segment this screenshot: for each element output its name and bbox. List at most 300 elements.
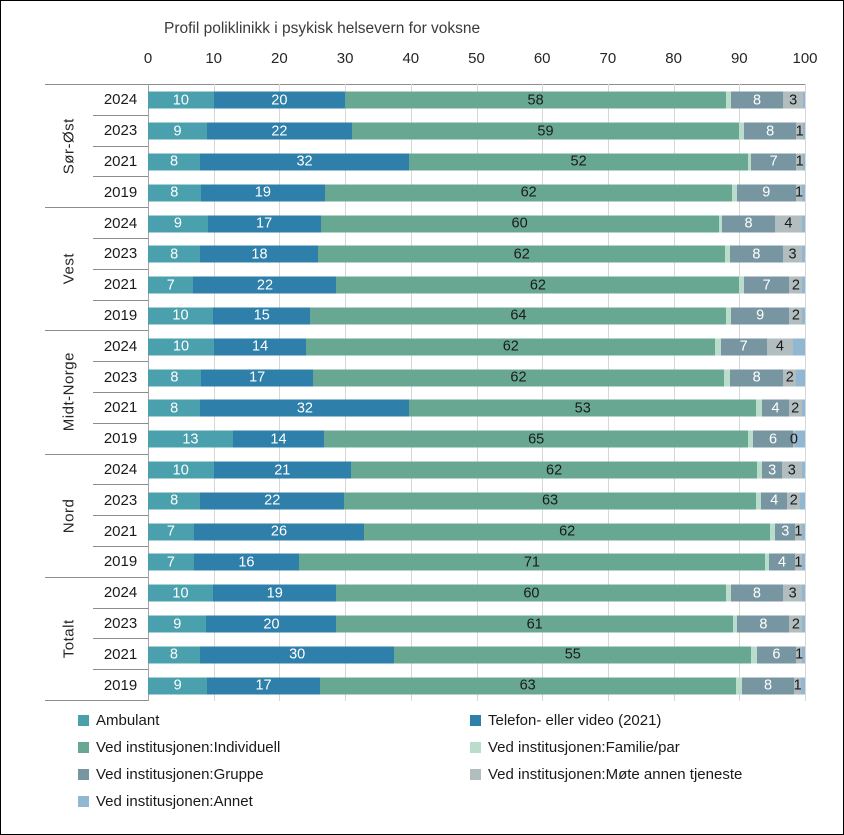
group-label: Totalt (60, 619, 78, 659)
bar-segment (394, 646, 751, 663)
bar-segment-label: 8 (170, 492, 179, 509)
bar-segment (762, 400, 788, 417)
group-row (45, 208, 805, 331)
bar-segment-label: 8 (752, 246, 761, 263)
bar-segment-label: 4 (775, 338, 784, 355)
bar-segment-label: 8 (744, 215, 753, 232)
bar-segment (325, 184, 732, 201)
bars-column (148, 85, 805, 208)
bar-segment-label: 4 (784, 215, 793, 232)
group-label-cell (45, 85, 93, 207)
bar-segment (751, 153, 797, 170)
bar-segment (730, 246, 782, 263)
bar-segment-label: 4 (777, 554, 787, 571)
axis-tick-label: 80 (665, 50, 682, 67)
bar-segment-label: 2 (791, 615, 800, 632)
bar-segment-label: 1 (795, 122, 804, 139)
bar-segment (409, 153, 748, 170)
year-label: 2019 (103, 306, 138, 324)
bar-segment (731, 307, 789, 324)
stacked-bar (148, 184, 805, 201)
bar-track (148, 578, 805, 609)
bar-segment (148, 523, 194, 540)
bar-segment-label: 32 (296, 400, 313, 417)
bar-segment (214, 462, 352, 479)
legend-item (78, 788, 470, 815)
bars-column (148, 208, 805, 331)
bar-segment (783, 369, 796, 386)
bar-segment-label: 1 (794, 523, 803, 540)
bar-segment (200, 492, 344, 509)
group-label-region (45, 455, 148, 578)
bar-segment-label: 18 (251, 246, 268, 263)
bar-segment (351, 462, 757, 479)
stacked-bar (148, 215, 805, 232)
bar-segment-label: 8 (752, 92, 762, 109)
bars-column (148, 578, 805, 701)
bar-segment-label: 22 (256, 276, 274, 293)
bar-segment (796, 153, 803, 170)
stacked-bar (148, 277, 805, 294)
bar-segment-label: 63 (541, 492, 559, 509)
bar-segment (742, 677, 795, 694)
stacked-bar (148, 153, 805, 170)
legend-swatch (470, 742, 481, 753)
bar-segment (789, 400, 802, 417)
bar-segment (207, 677, 319, 694)
bar-segment-label: 55 (564, 646, 581, 663)
bar-segment (345, 92, 726, 109)
stacked-bar (148, 400, 805, 417)
bar-segment (206, 616, 336, 633)
bar-segment-label: 21 (274, 461, 291, 478)
bar-segment-label: 58 (527, 92, 544, 109)
year-label: 2024 (93, 208, 148, 239)
legend-item (470, 761, 742, 788)
bar-segment-label: 71 (523, 554, 541, 571)
bar-segment (148, 307, 213, 324)
bar-segment (757, 646, 796, 663)
stacked-bar (148, 523, 805, 540)
axis-tick-label: 100 (792, 50, 818, 67)
bar-segment (200, 153, 409, 170)
bar-track (148, 393, 805, 424)
group-label-region (45, 331, 148, 454)
gridline (805, 84, 806, 701)
bar-segment (336, 616, 732, 633)
bar-segment-label: 60 (511, 215, 528, 232)
group-label-cell (45, 208, 93, 330)
bar-segment-label: 30 (289, 646, 306, 663)
stacked-bar (148, 246, 805, 263)
group-label: Sør-Øst (60, 118, 78, 175)
bar-segment (731, 92, 784, 109)
year-label: 2023 (93, 609, 148, 640)
bar-segment (789, 277, 802, 294)
bar-segment (767, 338, 793, 355)
bar-segment-label: 1 (794, 554, 803, 571)
legend-item (78, 707, 470, 734)
legend-label: Ambulant (96, 712, 160, 729)
legend-item (470, 734, 742, 761)
bars-column (148, 331, 805, 454)
bar-segment-label: 62 (529, 276, 546, 293)
bar-segment (737, 616, 789, 633)
bar-segment (796, 184, 803, 201)
bar-segment-label: 1 (793, 677, 802, 694)
bar-segment (148, 616, 206, 633)
bar-segment-label: 2 (791, 307, 800, 324)
legend-swatch (470, 769, 481, 780)
year-column (93, 85, 148, 207)
stacked-bar (148, 431, 805, 448)
bar-segment-label: 9 (173, 615, 182, 632)
bar-segment-label: 7 (769, 153, 778, 170)
bar-track (148, 331, 805, 362)
legend-item (470, 707, 742, 734)
bar-segment (800, 492, 805, 509)
bar-segment-label: 60 (523, 584, 540, 601)
legend-item (78, 734, 470, 761)
legend-label: Ved institusjonen:Møte annen tjeneste (488, 766, 743, 783)
bar-segment-label: 3 (789, 92, 798, 109)
bar-segment-label: 9 (173, 677, 182, 694)
year-column (93, 455, 148, 577)
bar-segment-label: 8 (759, 615, 768, 632)
bar-segment (194, 523, 364, 540)
bar-segment (761, 492, 787, 509)
bar-segment (769, 554, 795, 571)
group-label-cell (45, 578, 93, 700)
bar-segment-label: 3 (768, 461, 777, 478)
chart-title: Profil poliklinikk i psykisk helsevern for voksne (164, 20, 481, 37)
year-label: 2023 (93, 485, 148, 516)
bar-segment-label: 0 (789, 430, 798, 447)
bar-segment (730, 369, 783, 386)
bar-segment (148, 246, 200, 263)
bar-segment (200, 646, 395, 663)
group-row (45, 331, 805, 454)
bar-segment (193, 277, 336, 294)
bar-segment-label: 10 (172, 92, 189, 109)
bar-segment (794, 677, 801, 694)
bar-segment (320, 677, 736, 694)
bar-segment-label: 7 (166, 523, 175, 540)
bar-segment-label: 2 (791, 400, 800, 417)
bar-segment (148, 554, 194, 571)
legend-label: Ved institusjonen:Individuell (96, 739, 281, 756)
year-label: 2024 (93, 578, 148, 609)
bar-segment-label: 10 (172, 461, 189, 478)
bar-segment (796, 369, 805, 386)
bar-segment-label: 17 (256, 215, 273, 232)
bar-segment-label: 65 (528, 430, 545, 447)
bar-track (148, 670, 805, 701)
bar-segment (148, 677, 207, 694)
bar-segment (802, 277, 805, 294)
bar-segment (795, 523, 802, 540)
year-label: 2023 (93, 116, 148, 147)
bar-segment-label: 8 (763, 677, 773, 694)
axis-tick-label: 30 (336, 50, 354, 67)
stacked-bar (148, 307, 805, 324)
year-label: 2021 (93, 639, 148, 670)
bar-segment (148, 92, 214, 109)
legend-swatch (470, 715, 481, 726)
bar-segment (207, 123, 352, 140)
group-row (45, 455, 805, 578)
bar-segment (148, 338, 214, 355)
bar-track (148, 485, 805, 516)
bar-segment-label: 9 (173, 215, 182, 232)
bar-segment-label: 26 (270, 523, 288, 540)
bar-segment (336, 277, 739, 294)
stacked-bar (148, 554, 805, 571)
axis-tick-label: 40 (402, 50, 420, 67)
bar-segment-label: 1 (795, 184, 804, 201)
bar-segment (753, 431, 792, 448)
bar-track (148, 177, 805, 208)
group-label-cell (45, 455, 93, 577)
year-label: 2024 (93, 455, 148, 486)
bar-segment-label: 8 (170, 400, 179, 417)
bar-segment (789, 616, 802, 633)
bar-segment-label: 8 (170, 246, 179, 263)
bar-segment-label: 14 (270, 430, 287, 447)
bar-segment-label: 9 (756, 307, 765, 324)
legend-label: Telefon- eller video (2021) (488, 712, 662, 729)
year-label: 2021 (93, 393, 148, 424)
bar-segment (783, 585, 802, 602)
bar-track (148, 116, 805, 147)
bar-segment-label: 64 (510, 307, 527, 324)
bar-segment (148, 123, 207, 140)
legend-swatch (78, 769, 89, 780)
bar-track (148, 270, 805, 301)
bar-segment-label: 59 (537, 122, 554, 139)
year-label: 2023 (93, 362, 148, 393)
bar-segment (802, 246, 805, 263)
bar-segment (787, 492, 800, 509)
bar-segment (783, 246, 803, 263)
bar-segment-label: 8 (170, 153, 179, 170)
bar-segment (194, 554, 299, 571)
bar-track (148, 516, 805, 547)
bar-segment-label: 4 (771, 400, 780, 417)
bar-segment-label: 62 (502, 338, 519, 355)
bar-track (148, 609, 805, 640)
legend-label: Ved institusjonen:Familie/par (488, 739, 680, 756)
bar-segment-label: 6 (772, 646, 781, 663)
bar-segment (148, 184, 201, 201)
bar-segment (148, 646, 200, 663)
bar-segment (789, 307, 802, 324)
bar-segment (737, 184, 796, 201)
bar-segment-label: 8 (752, 584, 761, 601)
bar-segment (762, 462, 782, 479)
bar-segment (802, 616, 805, 633)
group-label: Nord (60, 498, 78, 533)
bar-segment (782, 462, 802, 479)
bar-segment-label: 13 (182, 430, 199, 447)
year-label: 2021 (93, 516, 148, 547)
bar-segment (802, 462, 805, 479)
axis-tick-label: 70 (599, 50, 617, 67)
bar-segment-label: 16 (238, 554, 255, 571)
axis-tick-label: 10 (205, 50, 223, 67)
bar-segment (148, 215, 208, 232)
bar-segment-label: 8 (169, 646, 178, 663)
bar-segment-label: 10 (172, 307, 189, 324)
bar-segment-label: 32 (296, 153, 313, 170)
bar-segment (306, 338, 715, 355)
bar-segment-label: 15 (253, 307, 270, 324)
bar-segment (793, 338, 805, 355)
bar-segment-label: 9 (173, 122, 182, 139)
bar-segment-label: 3 (788, 246, 797, 263)
bar-segment (213, 307, 310, 324)
year-column (93, 208, 148, 330)
bar-segment (352, 123, 740, 140)
bar-segment-label: 20 (271, 92, 288, 109)
year-column (93, 331, 148, 453)
bar-track (148, 85, 805, 116)
bar-segment (318, 246, 725, 263)
group-label-region (45, 578, 148, 701)
axis-tick-label: 90 (730, 50, 748, 67)
bar-segment-label: 22 (271, 122, 288, 139)
group-label: Midt-Norge (60, 352, 78, 433)
bar-segment-label: 19 (266, 584, 283, 601)
legend-swatch (78, 742, 89, 753)
bar-segment (775, 523, 795, 540)
stacked-bar (148, 677, 805, 694)
stacked-bar (148, 369, 805, 386)
bars-column (148, 455, 805, 578)
bar-segment (783, 92, 803, 109)
bar-segment-label: 62 (520, 184, 537, 201)
legend-item (78, 761, 470, 788)
bar-segment (148, 400, 200, 417)
bar-segment (201, 369, 313, 386)
axis-tick-label: 0 (143, 50, 153, 67)
bar-segment-label: 8 (752, 369, 761, 386)
bar-segment (721, 338, 767, 355)
legend-label: Ved institusjonen:Gruppe (96, 766, 264, 783)
bar-segment (744, 277, 789, 294)
plot-area (45, 85, 805, 701)
axis-tick-label: 60 (533, 50, 551, 67)
bar-segment (802, 585, 805, 602)
bar-segment (775, 215, 802, 232)
group-row (45, 85, 805, 208)
stacked-bar (148, 616, 805, 633)
bar-segment-label: 62 (559, 523, 576, 540)
bar-segment-label: 9 (762, 184, 771, 201)
year-label: 2021 (93, 147, 148, 178)
legend-swatch (78, 796, 89, 807)
axis-tick-label: 50 (468, 50, 485, 67)
bar-track (148, 147, 805, 178)
bar-segment (310, 307, 726, 324)
bar-segment (731, 585, 783, 602)
stacked-bar (148, 92, 805, 109)
year-label: 2021 (93, 270, 148, 301)
group-label-region (45, 208, 148, 331)
stacked-bar (148, 646, 805, 663)
stacked-bar (148, 492, 805, 509)
bar-segment (148, 153, 200, 170)
bar-segment-label: 14 (252, 338, 269, 355)
bar-segment-label: 3 (788, 584, 797, 601)
bar-segment (214, 338, 306, 355)
bar-segment-label: 62 (546, 461, 563, 478)
bar-segment-label: 3 (781, 523, 790, 540)
bar-segment (796, 646, 802, 663)
bar-segment-label: 62 (510, 369, 527, 386)
bar-track (148, 455, 805, 486)
bar-segment-label: 19 (254, 184, 271, 201)
year-label: 2023 (93, 239, 148, 270)
year-column (93, 578, 148, 700)
bar-segment (344, 492, 756, 509)
bar-track (148, 424, 805, 455)
bar-segment-label: 7 (166, 276, 175, 293)
stacked-bar (148, 462, 805, 479)
group-label-region (45, 85, 148, 208)
bar-segment (148, 369, 201, 386)
bar-segment (789, 430, 798, 448)
bar-segment-label: 1 (795, 646, 804, 663)
bar-segment (795, 554, 802, 571)
bar-segment-label: 10 (172, 584, 189, 601)
year-label: 2024 (93, 331, 148, 362)
stacked-bar (148, 338, 805, 355)
stacked-bar (148, 123, 805, 140)
bar-segment (233, 431, 324, 448)
bar-segment (409, 400, 755, 417)
year-label: 2024 (93, 85, 148, 116)
year-label: 2019 (103, 553, 138, 571)
axis-tick-label: 20 (271, 50, 288, 67)
bar-segment-label: 1 (795, 153, 804, 170)
group-label-cell (45, 331, 93, 453)
bar-track (148, 639, 805, 670)
bar-segment-label: 61 (526, 615, 543, 632)
bar-segment (200, 400, 409, 417)
bar-segment-label: 3 (787, 461, 796, 478)
legend (78, 707, 742, 815)
bar-segment (148, 277, 193, 294)
bar-segment (802, 307, 805, 324)
bar-segment-label: 8 (766, 122, 775, 139)
bar-segment (802, 400, 805, 417)
bar-track (148, 239, 805, 270)
bar-segment-label: 17 (249, 369, 266, 386)
year-label: 2019 (103, 183, 138, 201)
bar-segment-label: 10 (172, 338, 190, 355)
bar-segment (313, 369, 723, 386)
bar-segment (324, 431, 748, 448)
bar-segment-label: 2 (791, 276, 800, 293)
bar-segment (336, 585, 726, 602)
bar-segment (148, 492, 200, 509)
bar-segment-label: 8 (170, 184, 179, 201)
bar-segment-label: 22 (264, 492, 281, 509)
stacked-bar (148, 585, 805, 602)
bar-segment-label: 8 (170, 369, 179, 386)
bar-segment-label: 7 (762, 276, 771, 293)
